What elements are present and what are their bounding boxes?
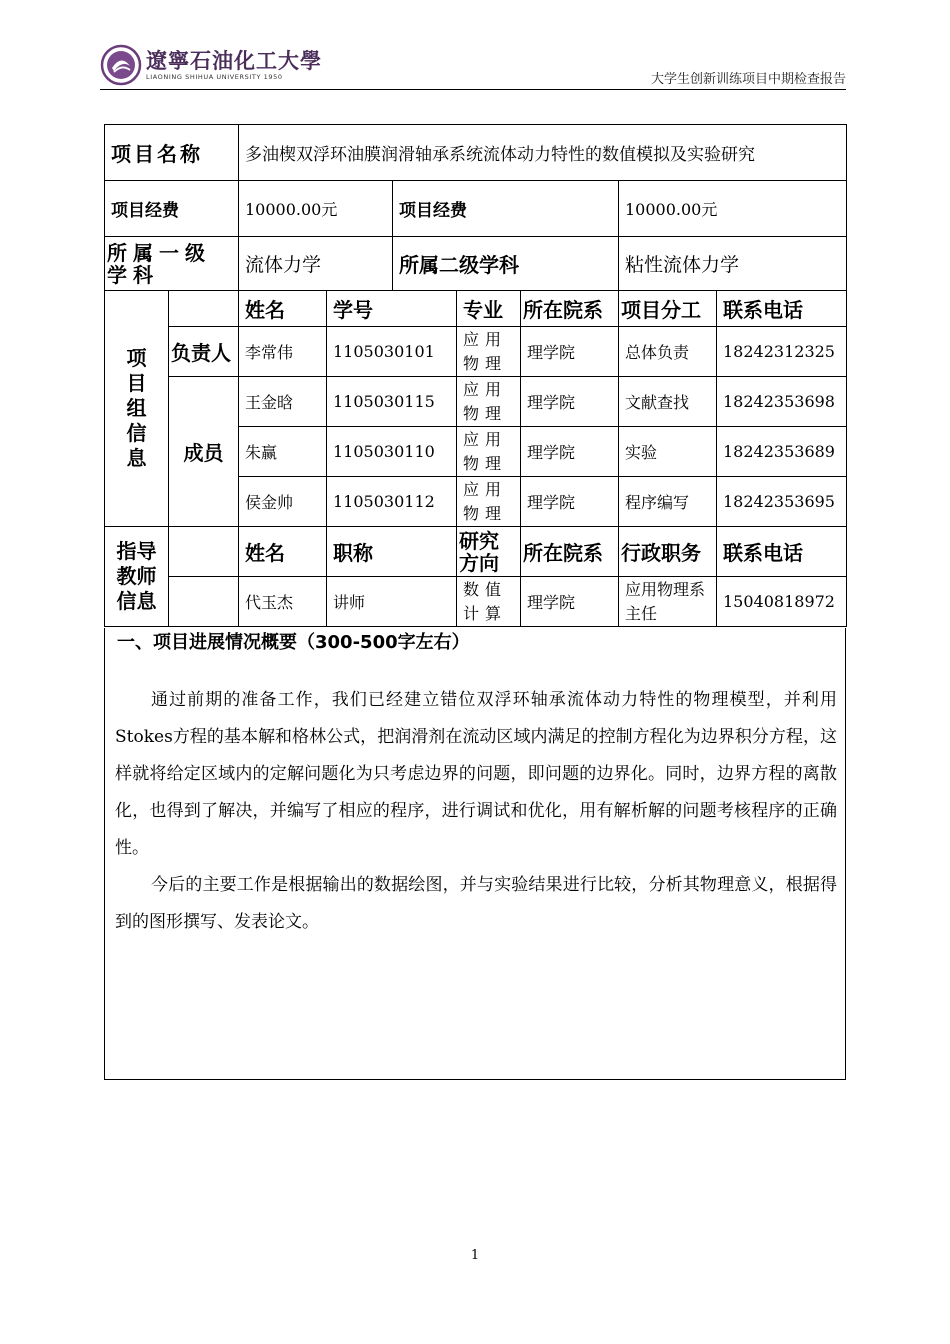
project-name-label: 项目名称 <box>105 125 239 181</box>
discipline2-value: 粘性流体力学 <box>619 237 847 291</box>
project-name-row <box>105 125 847 181</box>
member-phone: 18242312325 <box>717 327 847 377</box>
member-id: 1105030115 <box>327 377 457 427</box>
report-title: 大学生创新训练项目中期检查报告 <box>650 72 846 87</box>
member-id: 1105030101 <box>327 327 457 377</box>
team-header-blank <box>169 291 239 327</box>
team-header-phone: 联系电话 <box>717 291 847 327</box>
advisor-header-dept: 所在院系 <box>521 527 619 577</box>
team-header-major: 专业 <box>457 291 521 327</box>
logo-chinese-name: 遼寧石油化工大學 <box>146 49 322 73</box>
advisor-title: 讲师 <box>327 577 457 627</box>
page-number: 1 <box>470 1248 480 1263</box>
member-phone: 18242353698 <box>717 377 847 427</box>
advisor-section-label: 指导教师信息 <box>105 527 169 627</box>
team-header-row <box>105 291 847 327</box>
advisor-phone: 15040818972 <box>717 577 847 627</box>
advisor-field: 数值计算 <box>457 577 521 627</box>
funding-row <box>105 181 847 237</box>
discipline1-label: 所属一级学科 <box>105 237 239 291</box>
advisor-header-title: 职称 <box>327 527 457 577</box>
header-divider <box>100 89 846 90</box>
advisor-position: 应用物理系主任 <box>619 577 717 627</box>
advisor-name: 代玉杰 <box>239 577 327 627</box>
member-major: 应用物理 <box>457 477 521 527</box>
funding-label-1: 项目经费 <box>105 181 239 237</box>
member-role: 总体负责 <box>619 327 717 377</box>
member-dept: 理学院 <box>521 327 619 377</box>
advisor-header-position: 行政职务 <box>619 527 717 577</box>
discipline1-value: 流体力学 <box>239 237 393 291</box>
project-name-value: 多油楔双浮环油膜润滑轴承系统流体动力特性的数值模拟及实验研究 <box>239 125 847 181</box>
discipline2-label: 所属二级学科 <box>393 237 619 291</box>
member-name: 朱赢 <box>239 427 327 477</box>
progress-summary-section <box>104 628 846 1080</box>
member-role: 文献查找 <box>619 377 717 427</box>
advisor-header-row <box>105 527 847 577</box>
member-role: 程序编写 <box>619 477 717 527</box>
team-header-role: 项目分工 <box>619 291 717 327</box>
member-dept: 理学院 <box>521 477 619 527</box>
member-dept: 理学院 <box>521 377 619 427</box>
advisor-header-name: 姓名 <box>239 527 327 577</box>
member-major: 应用物理 <box>457 377 521 427</box>
team-header-dept: 所在院系 <box>521 291 619 327</box>
summary-paragraph-2: 今后的主要工作是根据输出的数据绘图，并与实验结果进行比较，分析其物理意义，根据得到的图形撰写、发表论文。 <box>115 875 837 932</box>
advisor-row <box>105 577 847 627</box>
member-phone: 18242353695 <box>717 477 847 527</box>
project-info-table <box>104 124 847 627</box>
team-section-label: 项目组信息 <box>105 291 169 527</box>
member-dept: 理学院 <box>521 427 619 477</box>
team-header-name: 姓名 <box>239 291 327 327</box>
advisor-header-blank <box>169 527 239 577</box>
member-name: 王金晗 <box>239 377 327 427</box>
logo-english-name: LIAONING SHIHUA UNIVERSITY 1950 <box>146 73 283 81</box>
team-row <box>105 377 847 427</box>
team-header-id: 学号 <box>327 291 457 327</box>
leader-label: 负责人 <box>169 327 239 377</box>
member-phone: 18242353689 <box>717 427 847 477</box>
advisor-header-phone: 联系电话 <box>717 527 847 577</box>
funding-value-2: 10000.00元 <box>619 181 847 237</box>
member-id: 1105030112 <box>327 477 457 527</box>
summary-title: 一、项目进展情况概要（300-500字左右） <box>117 632 470 653</box>
member-major: 应用物理 <box>457 327 521 377</box>
member-name: 李常伟 <box>239 327 327 377</box>
summary-paragraph-1: 通过前期的准备工作，我们已经建立错位双浮环轴承流体动力特性的物理模型，并利用Stokes方程的基本解和格林公式，把润滑剂在流动区域内满足的控制方程化为边界积分方程，这样就将给定区域内的定解问题化为只考虑边界的问题，即问题的边界化。同时，边界方程的离散化，也得到了解决，并编写了相应的程序，进行调试和优化，用有解析解的问题考核程序的正确性。 <box>115 690 837 858</box>
team-row <box>105 327 847 377</box>
advisor-row-blank <box>169 577 239 627</box>
university-logo <box>100 44 322 86</box>
funding-label-2: 项目经费 <box>393 181 619 237</box>
page-header <box>100 44 846 92</box>
discipline-row <box>105 237 847 291</box>
advisor-dept: 理学院 <box>521 577 619 627</box>
funding-value-1: 10000.00元 <box>239 181 393 237</box>
member-name: 侯金帅 <box>239 477 327 527</box>
member-role: 实验 <box>619 427 717 477</box>
university-emblem-icon <box>100 44 142 86</box>
advisor-header-field: 研究方向 <box>457 527 521 577</box>
member-id: 1105030110 <box>327 427 457 477</box>
member-label: 成员 <box>169 377 239 527</box>
member-major: 应用物理 <box>457 427 521 477</box>
